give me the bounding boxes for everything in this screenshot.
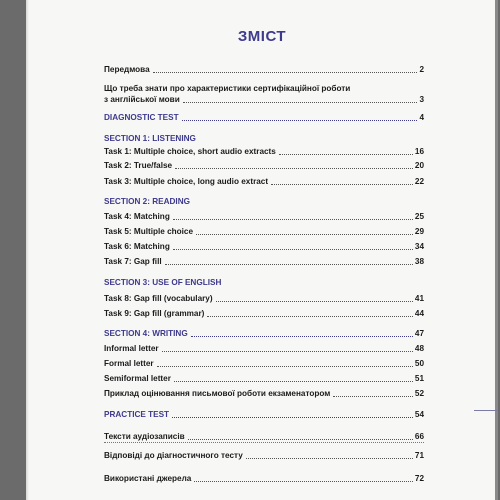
toc-entry-page: 29: [414, 227, 424, 236]
toc-entry-label: SECTION 4: WRITING: [104, 329, 188, 338]
toc-entry-label: Task 1: Multiple choice, short audio extracts: [104, 147, 276, 156]
toc-entry-informal-letter[interactable]: [104, 343, 424, 354]
toc-entry-label: Передмова: [104, 65, 150, 74]
toc-entry-page: 51: [414, 374, 424, 383]
toc-entry-label: Semiformal letter: [104, 374, 171, 383]
toc-entry-audio-scripts[interactable]: [104, 431, 424, 442]
toc-entry-semiformal-letter[interactable]: [104, 373, 424, 384]
toc-section-use-of-english[interactable]: [104, 277, 424, 288]
toc-entry-preface[interactable]: [104, 64, 424, 75]
toc-entry-diagnostic-answers[interactable]: [104, 450, 424, 461]
toc-entry-page: 38: [414, 257, 424, 266]
toc-entry-label: PRACTICE TEST: [104, 410, 170, 419]
toc-entry-label: Використані джерела: [104, 474, 192, 483]
page-edge: [495, 0, 498, 500]
toc-entry-label: Task 9: Gap fill (grammar): [104, 309, 205, 318]
toc-entry-page: 52: [414, 389, 424, 398]
page-edge-mark: [474, 410, 498, 411]
toc-entry-page: 4: [419, 113, 424, 122]
toc-title: ЗМІСТ: [237, 28, 287, 45]
toc-entry-task-8[interactable]: [104, 293, 424, 304]
toc-entry-page: 71: [414, 451, 424, 460]
toc-entry-label: Informal letter: [104, 344, 159, 353]
toc-entry-label: Task 8: Gap fill (vocabulary): [104, 294, 213, 303]
toc-entry-label: Task 4: Matching: [104, 212, 170, 221]
toc-entry-page: 50: [414, 359, 424, 368]
toc-entry-page: 54: [414, 410, 424, 419]
toc-section-writing[interactable]: [104, 328, 424, 339]
toc-entry-page: 34: [414, 242, 424, 251]
toc-section-reading[interactable]: [104, 196, 424, 207]
toc-section-label: SECTION 2: READING: [104, 197, 190, 206]
toc-entry-label: DIAGNOSTIC TEST: [104, 113, 179, 122]
toc-entry-practice-test[interactable]: [104, 409, 424, 420]
toc-entry-label: Приклад оцінювання письмової роботи екзаменатором: [104, 389, 331, 398]
toc-entry-page: 44: [414, 309, 424, 318]
toc-entry-label: Тексти аудіозаписів: [104, 432, 185, 441]
toc-entry-certification-info[interactable]: [104, 83, 424, 105]
toc-entry-page: 41: [414, 294, 424, 303]
toc-entry-task-7[interactable]: [104, 256, 424, 267]
toc-entry-label: Task 6: Matching: [104, 242, 170, 251]
toc-entry-diagnostic-test[interactable]: [104, 112, 424, 123]
toc-entry-page: 20: [414, 161, 424, 170]
toc-entry-sources[interactable]: [104, 473, 424, 484]
toc-entry-task-4[interactable]: [104, 211, 424, 222]
toc-entry-task-5[interactable]: [104, 226, 424, 237]
toc-entry-task-6[interactable]: [104, 241, 424, 252]
toc-entry-label-line1: Що треба знати про характеристики сертифікаційної роботи: [104, 84, 351, 93]
toc-entry-page: 22: [414, 177, 424, 186]
toc-section-listening[interactable]: [104, 133, 424, 144]
divider: [104, 442, 424, 443]
toc-section-label: SECTION 1: LISTENING: [104, 134, 196, 143]
toc-entry-label: Task 2: True/false: [104, 161, 173, 170]
toc-entry-page: 47: [414, 329, 424, 338]
toc-entry-label: з англійської мови: [104, 95, 180, 104]
toc-entry-page: 66: [414, 432, 424, 441]
toc-entry-label: Task 3: Multiple choice, long audio extract: [104, 177, 269, 186]
toc-entry-page: 25: [414, 212, 424, 221]
toc-entry-label: Task 5: Multiple choice: [104, 227, 194, 236]
toc-entry-task-3[interactable]: [104, 176, 424, 187]
toc-entry-formal-letter[interactable]: [104, 358, 424, 369]
toc-entry-label: Formal letter: [104, 359, 154, 368]
toc-entry-task-1[interactable]: [104, 146, 424, 157]
toc-entry-writing-assessment-example[interactable]: [104, 388, 424, 399]
toc-entry-label: Відповіді до діагностичного тесту: [104, 451, 243, 460]
toc-entry-page: 16: [414, 147, 424, 156]
document-page: [26, 0, 498, 500]
toc-entry-page: 72: [414, 474, 424, 483]
toc-entry-page: 3: [419, 95, 424, 104]
toc-entry-task-9[interactable]: [104, 308, 424, 319]
toc-entry-task-2[interactable]: [104, 160, 424, 171]
toc-entry-page: 48: [414, 344, 424, 353]
toc-entry-label: Task 7: Gap fill: [104, 257, 162, 266]
toc-section-label: SECTION 3: USE OF ENGLISH: [104, 278, 222, 287]
toc-entry-page: 2: [419, 65, 424, 74]
